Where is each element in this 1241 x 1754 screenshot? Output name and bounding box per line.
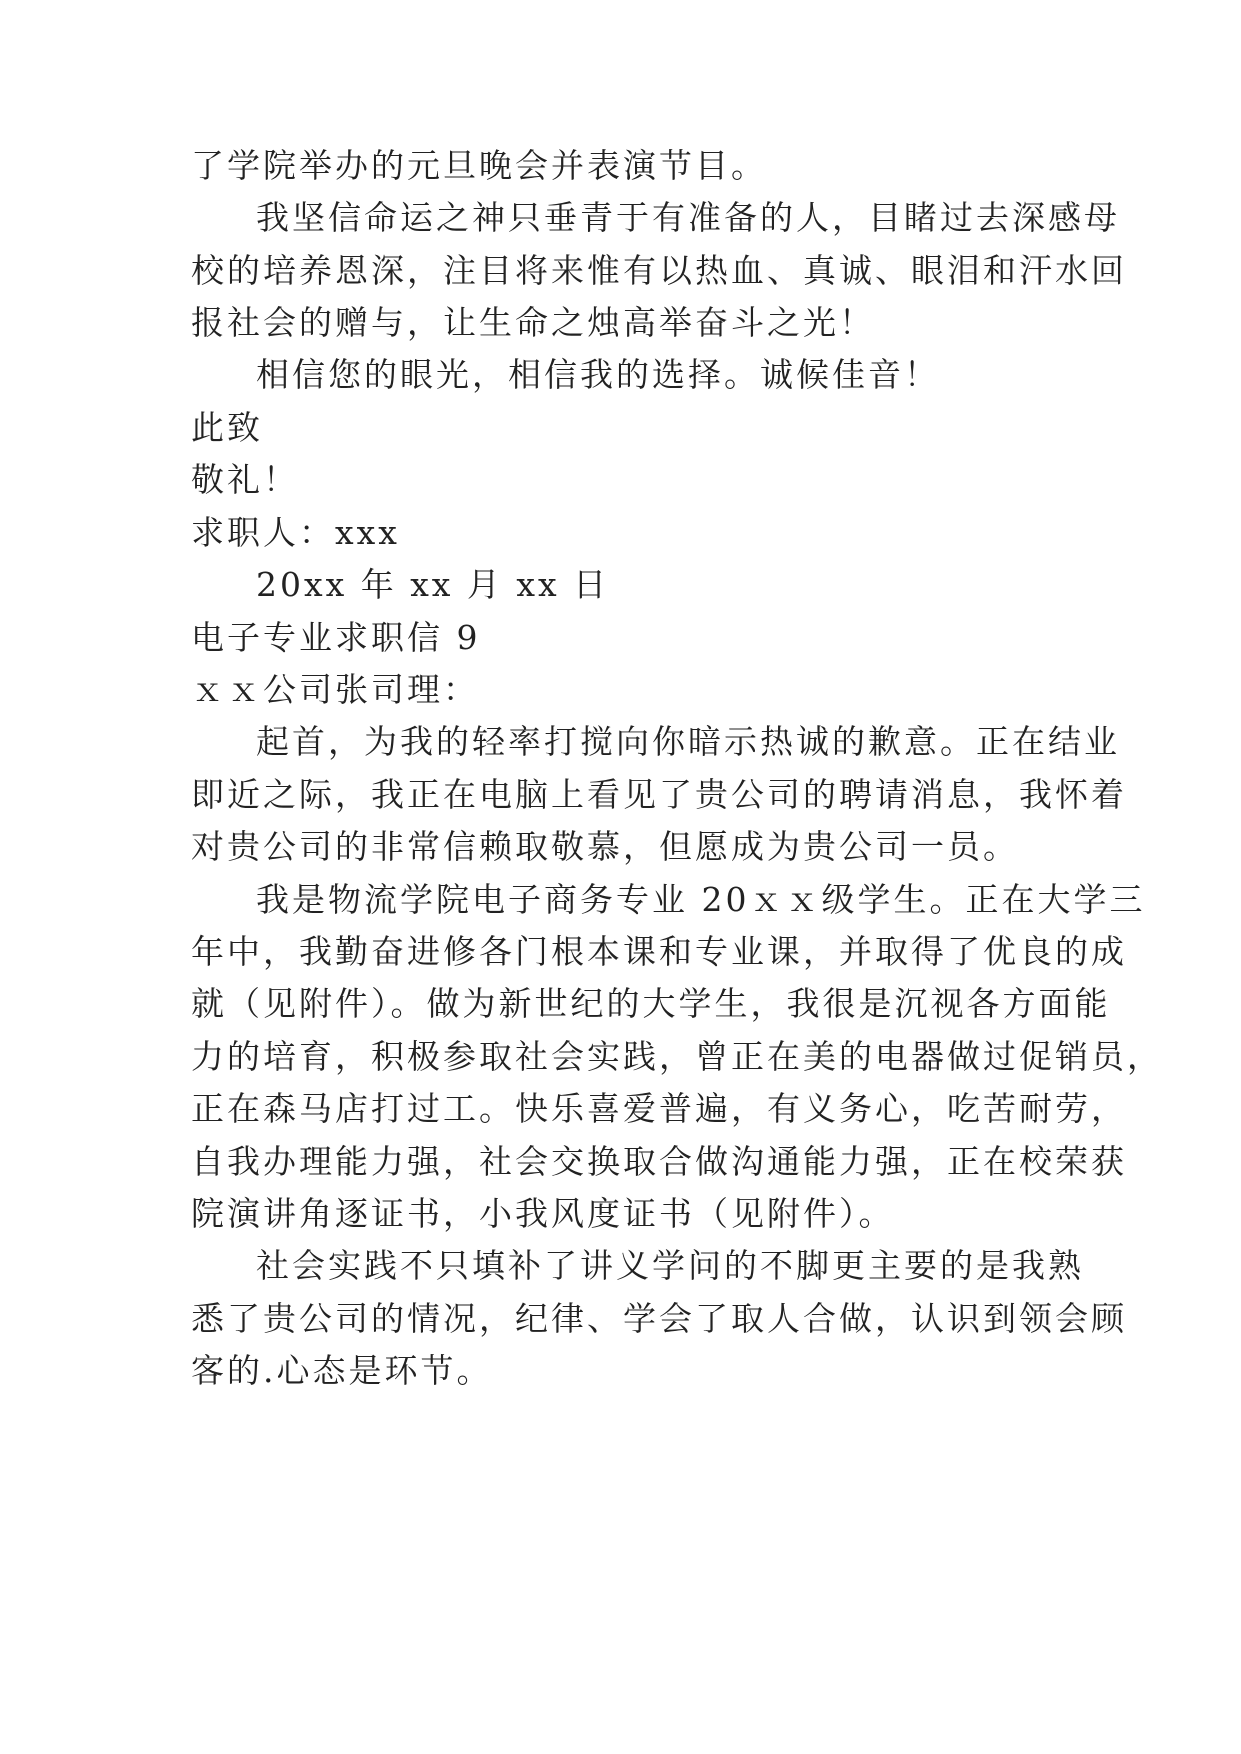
text-line: 校的培养恩深，注目将来惟有以热血、真诚、眼泪和汗水回 — [191, 251, 1127, 290]
text-line: 院演讲角逐证书，小我风度证书（见附件）。 — [191, 1194, 895, 1233]
paragraph-first-line: 起首，为我的轻率打搅向你暗示热诚的歉意。正在结业 — [256, 722, 1120, 761]
text-line: 报社会的赠与，让生命之烛高举奋斗之光！ — [191, 303, 875, 342]
text-line: 年中，我勤奋进修各门根本课和专业课，并取得了优良的成 — [191, 932, 1127, 971]
text-line: 力的培育，积极参取社会实践，曾正在美的电器做过促销员， — [191, 1037, 1163, 1076]
letter-greeting: ｘｘ公司张司理： — [191, 670, 479, 709]
text-line: 客的.心态是环节。 — [191, 1351, 493, 1390]
letter-date: 20xx 年 xx 月 xx 日 — [256, 565, 610, 604]
text-line: 对贵公司的非常信赖取敬慕，但愿成为贵公司一员。 — [191, 827, 1019, 866]
section-title: 电子专业求职信 9 — [191, 618, 481, 657]
closing-salutation: 此致 — [191, 408, 263, 447]
paragraph-first-line: 我坚信命运之神只垂青于有准备的人，目睹过去深感母 — [256, 198, 1120, 237]
closing-regards: 敬礼！ — [191, 460, 299, 499]
text-line: 就（见附件）。做为新世纪的大学生，我很是沉视各方面能 — [191, 984, 1111, 1023]
text-line: 了学院举办的元旦晚会并表演节目。 — [191, 146, 767, 185]
text-line: 即近之际，我正在电脑上看见了贵公司的聘请消息，我怀着 — [191, 775, 1127, 814]
paragraph-first-line: 社会实践不只填补了讲义学问的不脚更主要的是我熟 — [256, 1246, 1084, 1285]
paragraph-first-line: 我是物流学院电子商务专业 20ｘｘ级学生。正在大学三 — [256, 880, 1146, 919]
paragraph-first-line: 相信您的眼光，相信我的选择。诚候佳音！ — [256, 355, 940, 394]
text-line: 自我办理能力强，社会交换取合做沟通能力强，正在校荣获 — [191, 1142, 1127, 1181]
text-line: 悉了贵公司的情况，纪律、学会了取人合做，认识到领会顾 — [191, 1299, 1127, 1338]
text-line: 正在森马店打过工。快乐喜爱普遍，有义务心，吃苦耐劳， — [191, 1089, 1127, 1128]
applicant-signature: 求职人：xxx — [191, 513, 400, 552]
